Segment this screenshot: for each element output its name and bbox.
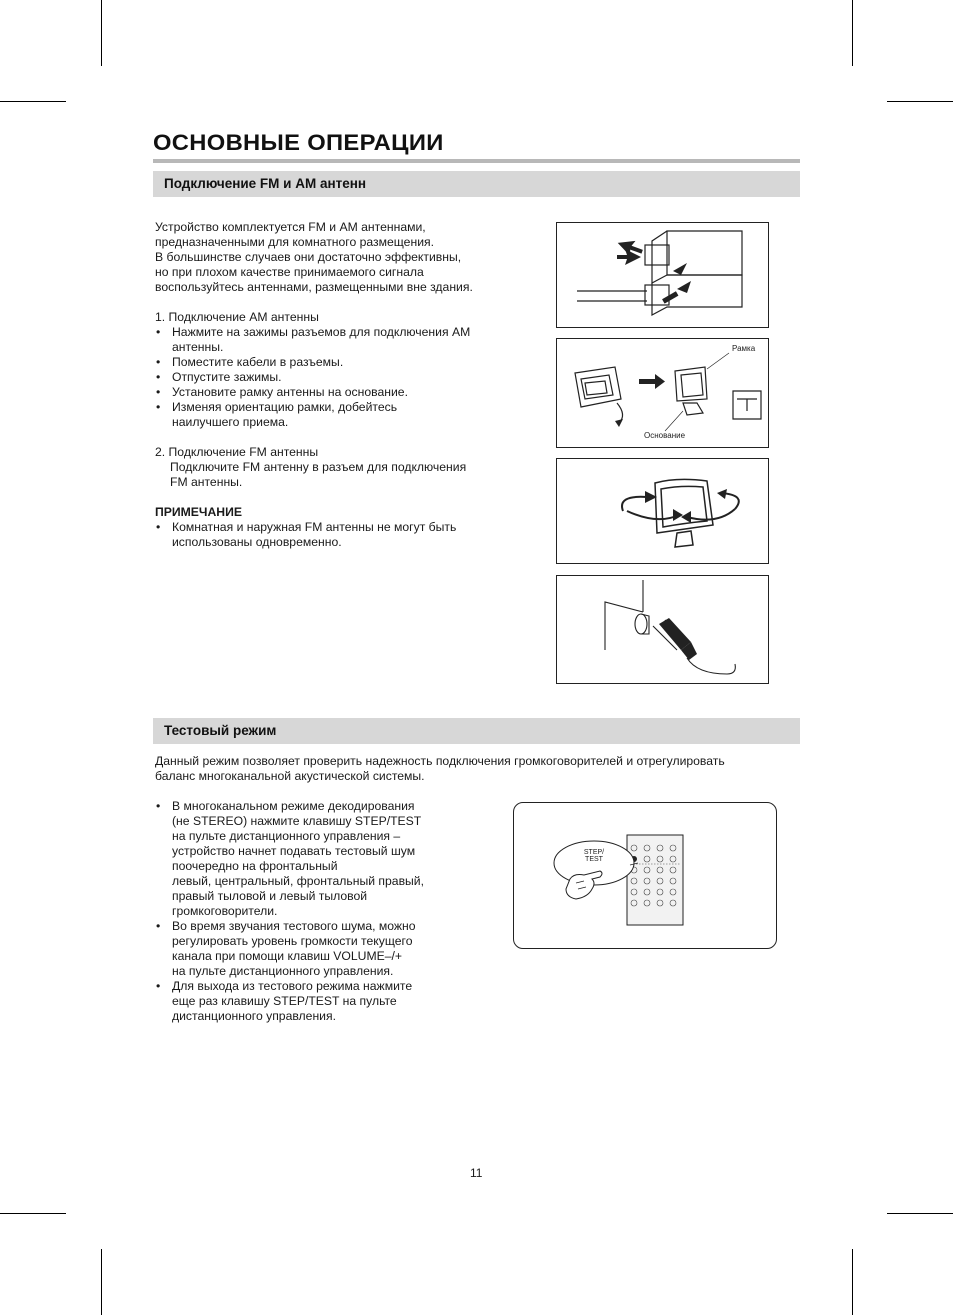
page-title: ОСНОВНЫЕ ОПЕРАЦИИ [153, 130, 444, 155]
note-title: ПРИМЕЧАНИЕ [155, 505, 242, 519]
am-step: • Нажмите на зажимы разъемов для подключения AM антенны. [155, 325, 480, 355]
intro-line: предназначенными для комнатного размещения. [155, 235, 434, 249]
crop-mark [101, 0, 102, 66]
fm-text: Подключите FM антенну в разъем для подключения [170, 460, 467, 474]
am-terminal-figure [556, 222, 769, 328]
am-step: • Поместите кабели в разъемы. [155, 355, 480, 370]
intro-line: но при плохом качестве принимаемого сигнала [155, 265, 424, 279]
section-heading-test-mode [153, 718, 800, 744]
test-step: • В многоканальном режиме декодирования (не STEREO) нажмите клавишу STEP/TEST на пульте дистанционного управления – устройство начнет подавать тестовый шум поочередно на фронтальный левый, центральный, фронтальный правый, правый тыловой и левый тыловой громкоговорители. [155, 799, 475, 919]
title-rule [153, 159, 800, 163]
intro-line: воспользуйтесь антеннами, размещенными вне здания. [155, 280, 473, 294]
am-step: • Отпустите зажимы. [155, 370, 480, 385]
test-step: • Для выхода из тестового режима нажмите еще раз клавишу STEP/TEST на пульте дистанционного управления. [155, 979, 475, 1024]
crop-mark [101, 1249, 102, 1315]
am-title: 1. Подключение AM антенны [155, 310, 319, 324]
section-heading-antennas [153, 171, 800, 197]
test-step: • Во время звучания тестового шума, можно регулировать уровень громкости текущего канала при помощи клавиш VOLUME–/+ на пульте дистанционного управления. [155, 919, 475, 979]
page-number: 11 [470, 1166, 483, 1180]
intro-line: В большинстве случаев они достаточно эффективны, [155, 250, 462, 264]
test-mode-steps [155, 799, 475, 1024]
am-loop-figure [556, 338, 769, 448]
crop-mark [887, 101, 953, 102]
loop-orientation-figure [556, 458, 769, 564]
am-step: • Изменяя ориентацию рамки, добейтесь наилучшего приема. [155, 400, 422, 430]
am-step: • Установите рамку антенны на основание. [155, 385, 480, 400]
crop-mark [0, 1213, 66, 1214]
intro-line: Данный режим позволяет проверить надежность подключения громкоговорителей и отрегулировать [155, 754, 725, 768]
intro-line: баланс многоканальной акустической системы. [155, 769, 425, 783]
test-mode-intro [155, 754, 795, 784]
crop-mark [852, 0, 853, 66]
fm-title: 2. Подключение FM антенны [155, 445, 319, 459]
crop-mark [0, 101, 66, 102]
step-test-callout: STEP/ TEST [583, 849, 605, 863]
frame-label: Рамка [732, 344, 756, 353]
note-text: • Комнатная и наружная FM антенны не могут быть использованы одновременно. [155, 520, 490, 550]
crop-mark [887, 1213, 953, 1214]
remote-control-figure [513, 802, 777, 949]
crop-mark [852, 1249, 853, 1315]
intro-line: Устройство комплектуется FM и AM антеннами, [155, 220, 426, 234]
section-heading-text: Тестовый режим [164, 723, 277, 738]
base-label: Основание [644, 431, 686, 440]
section-heading-text: Подключение FM и AM антенн [164, 176, 367, 191]
fm-connector-figure [556, 575, 769, 684]
fm-text: FM антенны. [170, 475, 243, 489]
antenna-instructions [155, 220, 535, 550]
